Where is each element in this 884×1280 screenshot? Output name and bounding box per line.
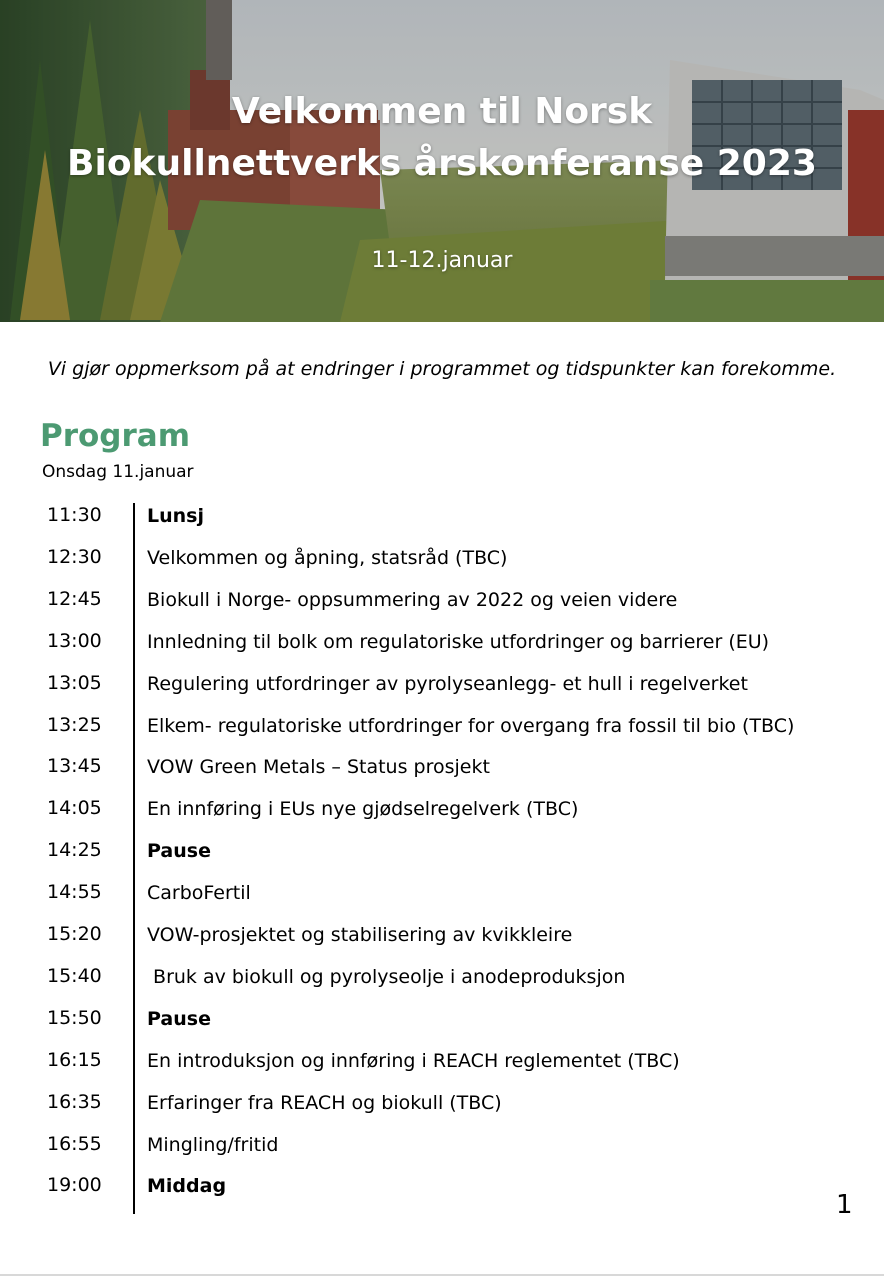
schedule-title: Mingling/fritid — [147, 1133, 279, 1156]
schedule-time: 12:45 — [47, 587, 102, 610]
schedule-time: 13:45 — [47, 755, 102, 778]
schedule-row — [0, 835, 884, 877]
schedule-row — [0, 1170, 884, 1212]
day-label: Onsdag 11.januar — [42, 462, 194, 482]
schedule-title: Velkommen og åpning, statsråd (TBC) — [147, 546, 508, 569]
schedule-time: 13:05 — [47, 671, 102, 694]
schedule-row — [0, 793, 884, 835]
schedule-title: Bruk av biokull og pyrolyseolje i anodeproduksjon — [147, 965, 626, 988]
schedule-time: 14:55 — [47, 881, 102, 904]
schedule-time: 13:00 — [47, 629, 102, 652]
schedule-row — [0, 668, 884, 710]
schedule-row — [0, 1087, 884, 1129]
schedule-title: Biokull i Norge- oppsummering av 2022 og veien videre — [147, 588, 678, 611]
schedule-time: 15:40 — [47, 964, 102, 987]
conference-date: 11-12.januar — [371, 248, 513, 273]
schedule-title: Pause — [147, 1007, 211, 1030]
schedule-row — [0, 500, 884, 542]
schedule-time: 11:30 — [47, 504, 102, 526]
schedule-time: 16:35 — [47, 1090, 102, 1113]
schedule-row — [0, 877, 884, 919]
schedule-title: CarboFertil — [147, 882, 251, 905]
header-banner — [0, 0, 884, 322]
schedule-row — [0, 919, 884, 961]
schedule-row — [0, 542, 884, 584]
program-heading: Program — [40, 418, 191, 454]
schedule-title: En innføring i EUs nye gjødselregelverk (TBC) — [147, 798, 579, 821]
schedule-title: En introduksjon og innføring i REACH reglementet (TBC) — [147, 1049, 680, 1072]
schedule-row — [0, 751, 884, 793]
schedule-title: Regulering utfordringer av pyrolyseanlegg- et hull i regelverket — [147, 672, 748, 695]
change-notice: Vi gjør oppmerksom på at endringer i programmet og tidspunkter kan forekomme. — [47, 358, 837, 380]
schedule-time: 14:25 — [47, 839, 102, 862]
schedule-time: 19:00 — [47, 1174, 102, 1197]
conference-title: Velkommen til Norsk Biokullnettverks årskonferanse 2023 — [67, 91, 817, 184]
schedule-time: 14:05 — [47, 797, 102, 820]
schedule-row — [0, 626, 884, 668]
schedule-row — [0, 710, 884, 752]
schedule-title: Innledning til bolk om regulatoriske utfordringer og barrierer (EU) — [147, 630, 770, 653]
schedule-time: 12:30 — [47, 545, 102, 568]
page-bottom-rule — [0, 1274, 884, 1276]
schedule-title: Pause — [147, 840, 211, 863]
schedule-row — [0, 1003, 884, 1045]
schedule-time: 16:15 — [47, 1048, 102, 1071]
schedule-time: 16:55 — [47, 1132, 102, 1155]
schedule-title: VOW-prosjektet og stabilisering av kvikkleire — [147, 924, 573, 946]
schedule-time: 15:50 — [47, 1006, 102, 1029]
schedule-row — [0, 584, 884, 626]
page-number: 1 — [836, 1190, 853, 1220]
schedule-title: VOW Green Metals – Status prosjekt — [147, 756, 490, 779]
schedule-row — [0, 1129, 884, 1171]
schedule-title: Erfaringer fra REACH og biokull (TBC) — [147, 1091, 502, 1114]
schedule-time: 13:25 — [47, 713, 102, 736]
schedule-row — [0, 1045, 884, 1087]
schedule-title: Middag — [147, 1175, 227, 1198]
schedule-row — [0, 961, 884, 1003]
schedule-title: Lunsj — [147, 505, 204, 527]
schedule-title: Elkem- regulatoriske utfordringer for overgang fra fossil til bio (TBC) — [147, 714, 795, 737]
schedule-time: 15:20 — [47, 923, 102, 945]
